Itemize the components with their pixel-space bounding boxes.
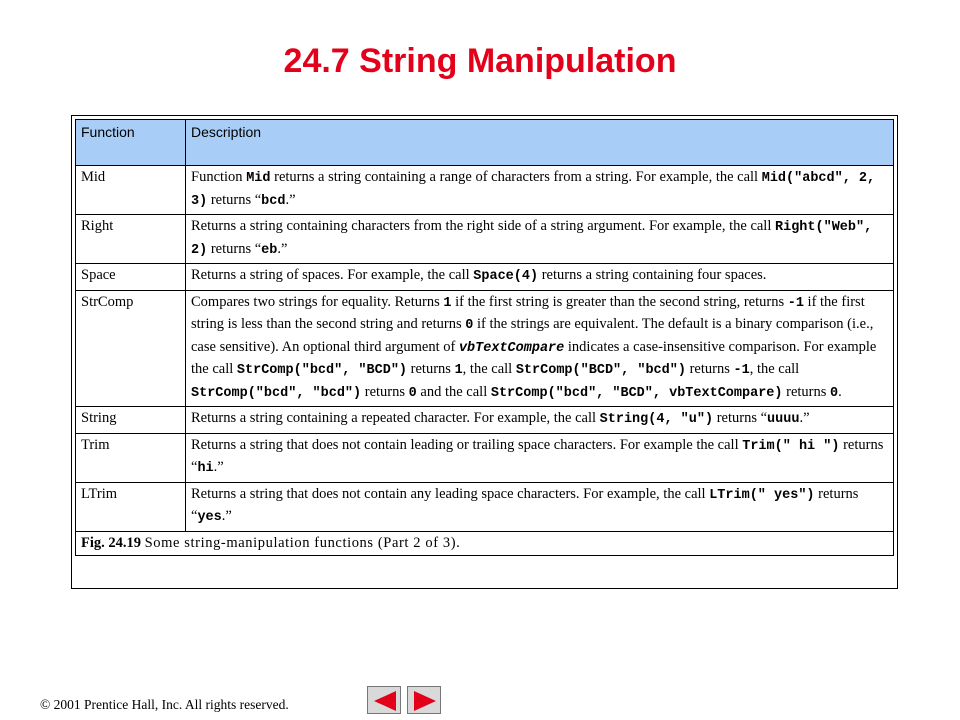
code-snippet: 0 (408, 385, 417, 401)
desc-text: returns “ (191, 485, 859, 524)
desc-text: and the call (416, 383, 491, 400)
function-name: LTrim (76, 482, 186, 531)
code-snippet: -1 (733, 363, 750, 378)
desc-text: returns (685, 361, 734, 377)
code-snippet: StrComp("bcd", "bcd") (191, 385, 362, 401)
desc-text: returns a string containing four spaces. (538, 267, 767, 283)
arrow-right-icon (408, 687, 442, 715)
desc-text: returns a string containing a range of characters from a string. For example, the call (270, 169, 762, 185)
function-description (186, 433, 894, 482)
table-row-string (76, 407, 894, 434)
desc-text: if the strings are equivalent. The default is a binary comparison (i.e., case sensitive). An optional third argument of (191, 316, 874, 355)
desc-text: . (838, 383, 842, 400)
function-name: String (76, 407, 186, 434)
desc-text: , the call (749, 361, 800, 377)
table-row-space (76, 264, 894, 291)
header-description: Description (186, 120, 894, 166)
table-row-trim (76, 433, 894, 482)
table-row-ltrim (76, 482, 894, 531)
code-snippet: eb (261, 242, 278, 258)
arrow-right-shape (414, 691, 436, 711)
desc-text: Returns a string of spaces. For example, the call (191, 267, 474, 283)
desc-text: returns (407, 361, 455, 377)
desc-text: if the first string is less than the second string and returns (191, 293, 865, 332)
desc-text: if the first string is greater than the second string, returns (451, 293, 788, 310)
desc-text: returns “ (713, 410, 768, 426)
code-snippet: StrComp("BCD", "bcd") (515, 363, 686, 378)
function-description (186, 215, 894, 264)
desc-text: , the call (462, 361, 516, 377)
desc-text: Returns a string containing characters from the right side of a string argument. For example, the call (191, 218, 775, 234)
code-snippet: 1 (443, 295, 452, 311)
desc-text: .” (221, 508, 232, 524)
table-header-row (76, 120, 894, 166)
code-snippet: StrComp("bcd", "BCD", vbTextCompare) (490, 385, 783, 401)
function-description (186, 407, 894, 434)
code-snippet: uuuu (767, 412, 800, 427)
next-slide-button[interactable] (407, 686, 441, 714)
figure-caption (76, 531, 894, 556)
code-snippet: LTrim(" yes") (709, 487, 815, 503)
arrow-left-shape (374, 691, 396, 711)
slide-navigation (367, 686, 443, 714)
desc-text: Returns a string that does not contain any leading space characters. For example, the call (191, 485, 710, 502)
code-snippet: Right("Web", 2) (191, 220, 873, 258)
figure-frame (71, 115, 898, 589)
caption-text: Some string-manipulation functions (Part 2 of 3). (144, 534, 461, 551)
desc-text: Returns a string containing a repeated character. For example, the call (191, 410, 600, 426)
table-row-strcomp (76, 290, 894, 407)
code-snippet: bcd (261, 193, 286, 209)
desc-text: returns “ (191, 436, 884, 475)
function-name: Space (76, 264, 186, 291)
desc-text: .” (277, 240, 288, 257)
code-snippet: vbTextCompare (458, 340, 565, 356)
code-snippet: hi (197, 461, 214, 476)
desc-text: indicates a case-insensitive comparison. For example the call (191, 338, 877, 377)
code-snippet: Mid (246, 171, 271, 186)
desc-text: returns (782, 383, 831, 400)
table-row-right (76, 215, 894, 264)
code-snippet: String(4, "u") (599, 412, 714, 427)
desc-text: .” (285, 191, 296, 208)
header-function: Function (76, 120, 186, 166)
function-description (186, 290, 894, 407)
desc-text: Returns a string that does not contain leading or trailing space characters. For example the call (191, 436, 743, 453)
code-snippet: Mid("abcd", 2, 3) (191, 171, 876, 209)
desc-text: returns “ (207, 240, 262, 257)
code-snippet: Space(4) (473, 269, 539, 284)
code-snippet: -1 (787, 295, 804, 311)
function-name: StrComp (76, 290, 186, 407)
function-description (186, 264, 894, 291)
code-snippet: 0 (830, 385, 839, 401)
code-snippet: Trim(" hi ") (742, 438, 840, 454)
desc-text: .” (213, 459, 224, 475)
slide-title: 24.7 String Manipulation (283, 42, 677, 80)
desc-text: returns (361, 383, 409, 400)
table-row-mid (76, 166, 894, 215)
desc-text: .” (799, 410, 810, 426)
table-caption-row (76, 531, 894, 556)
desc-text: Compares two strings for equality. Returns (191, 293, 444, 310)
code-snippet: yes (197, 510, 222, 525)
code-snippet: StrComp("bcd", "BCD") (236, 363, 408, 378)
code-snippet: 1 (454, 363, 463, 378)
copyright-notice: © 2001 Prentice Hall, Inc. All rights reserved. (40, 697, 289, 712)
function-name: Mid (76, 166, 186, 215)
arrow-left-icon (368, 687, 402, 715)
caption-label: Fig. 24.19 (81, 534, 142, 551)
function-name: Trim (76, 433, 186, 482)
desc-text: returns “ (207, 191, 262, 208)
code-snippet: 0 (465, 318, 474, 333)
previous-slide-button[interactable] (367, 686, 401, 714)
function-description (186, 482, 894, 531)
function-description (186, 166, 894, 215)
function-table (75, 119, 894, 556)
function-name: Right (76, 215, 186, 264)
desc-text: Function (191, 169, 247, 185)
